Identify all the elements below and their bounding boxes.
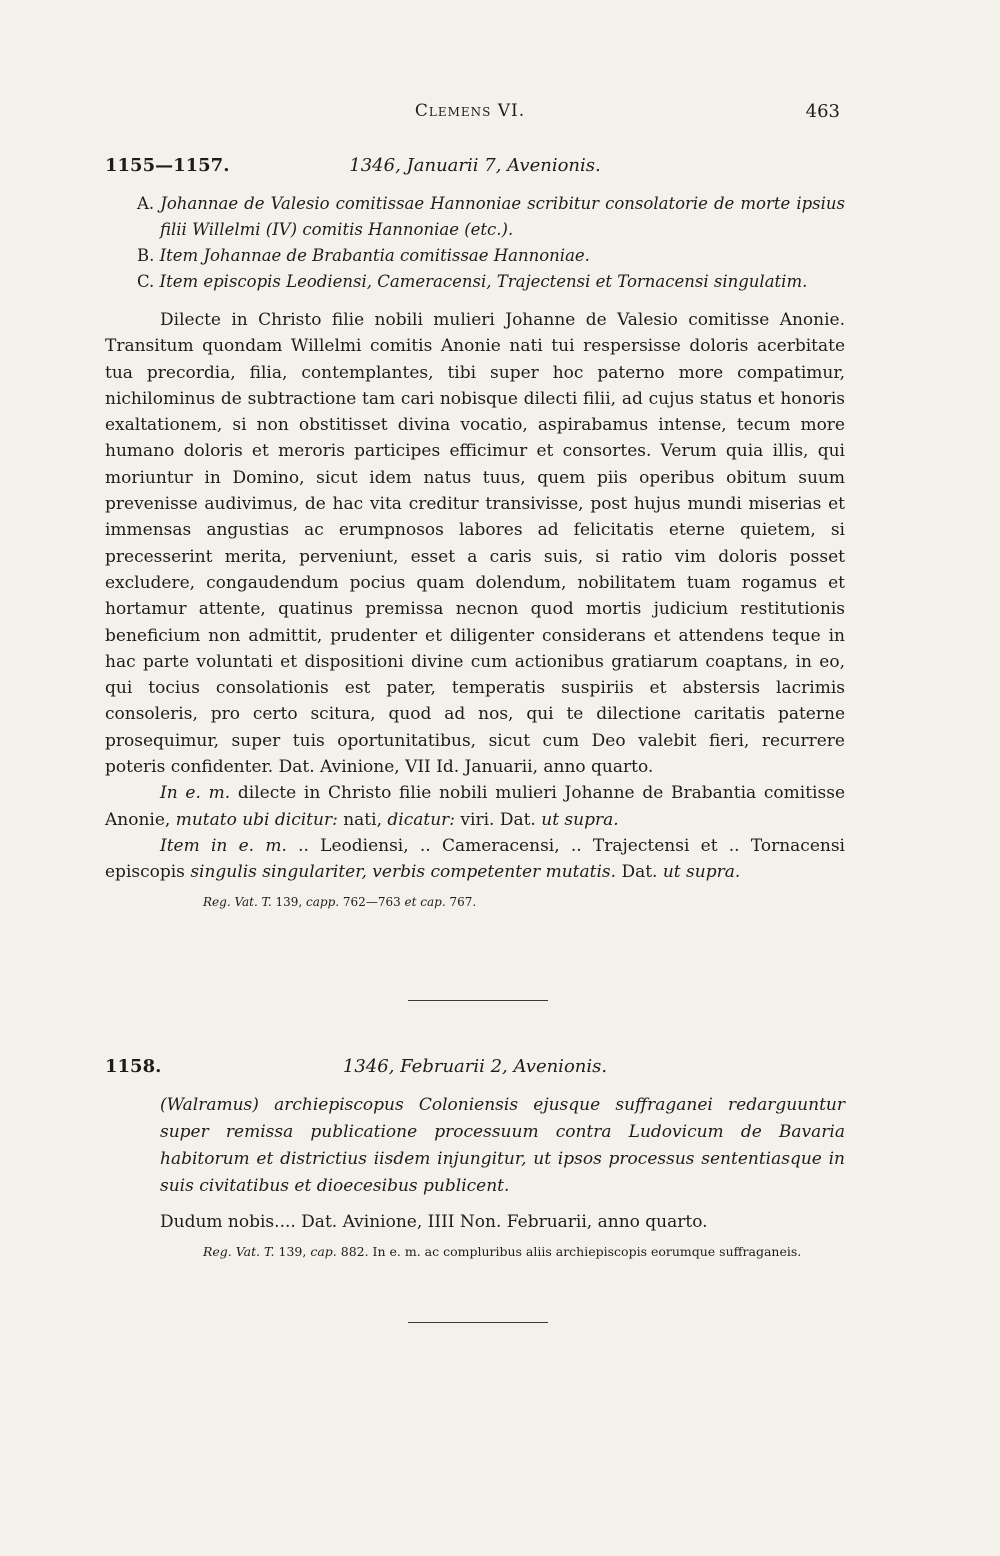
variant-marker: In e. m. bbox=[160, 783, 231, 804]
entry-header bbox=[105, 155, 845, 185]
source-citation bbox=[105, 1242, 845, 1261]
variant-marker: ut supra. bbox=[662, 862, 741, 883]
variant-marker: Item in e. m. bbox=[160, 835, 287, 856]
citation-part: Reg. Vat. T. bbox=[203, 894, 272, 909]
rubric-text: Item Johannae de Brabantia comitissae Hannoniae. bbox=[159, 246, 590, 265]
rubric-letter: A. bbox=[137, 194, 155, 213]
entry-1155-1157 bbox=[105, 155, 845, 912]
entry-rubric: (Walramus) archiepiscopus Coloniensis ejusque suffraganei redarguuntur super remissa publicatione processuum contra Ludovicum de Bavaria habitorum et districtius iisdem injungitur, ut ipsos processus sententiasque in suis civitatibus et dioecesibus publicent. bbox=[160, 1095, 845, 1196]
entry-number: 1155—1157. bbox=[105, 155, 230, 176]
variant-marker: mutato ubi dicitur: bbox=[175, 809, 338, 830]
rubric-b bbox=[105, 243, 845, 269]
section-divider bbox=[408, 1322, 548, 1323]
letter-incipit: Dudum nobis.... Dat. Avinione, IIII Non. Februarii, anno quarto. bbox=[160, 1212, 708, 1232]
rubric-a bbox=[105, 191, 845, 243]
variant-text: dilecte in Christo filie nobili mulieri Johanne de Brabantia comitisse Anonie, bbox=[105, 783, 845, 830]
variant-text: nati, bbox=[337, 809, 388, 830]
citation-part: cap. bbox=[310, 1244, 337, 1259]
variant-text: viri. Dat. bbox=[455, 809, 542, 830]
rubric-c bbox=[105, 269, 845, 295]
entry-date: 1346, Januarii 7, Avenionis. bbox=[349, 155, 601, 176]
variant-b-paragraph bbox=[105, 780, 845, 833]
citation-part: 139, bbox=[274, 1244, 311, 1259]
section-divider bbox=[408, 1000, 548, 1001]
entry-number: 1158. bbox=[105, 1056, 162, 1077]
citation-part: Reg. Vat. T. bbox=[203, 1244, 275, 1259]
citation-part: 767. bbox=[445, 894, 477, 909]
rubric-text: Johannae de Valesio comitissae Hannoniae scribitur consolatorie de morte ipsius filii Willelmi (IV) comitis Hannoniae (etc.). bbox=[160, 194, 846, 239]
entry-date: 1346, Februarii 2, Avenionis. bbox=[342, 1056, 608, 1077]
running-head bbox=[0, 101, 1000, 129]
entry-1158 bbox=[105, 1056, 845, 1261]
source-citation bbox=[105, 892, 845, 912]
rubric-text: Item episcopis Leodiensi, Cameracensi, Trajectensi et Tornacensi singulatim. bbox=[159, 272, 808, 291]
variant-marker: dicatur: bbox=[387, 809, 456, 830]
citation-part: capp. bbox=[306, 894, 340, 909]
rubric-letter: C. bbox=[137, 272, 155, 291]
variant-text: .. Leodiensi, .. Cameracensi, .. Trajectensi et .. Tornacensi episcopis bbox=[105, 835, 845, 883]
rubric-letter: B. bbox=[137, 246, 155, 265]
citation-part: 882. In e. m. ac compluribus aliis archiepiscopis eorumque suffraganeis. bbox=[336, 1244, 802, 1259]
citation-part: 762—763 bbox=[339, 894, 405, 909]
entry-header bbox=[105, 1056, 845, 1086]
variant-text: Dat. bbox=[616, 862, 663, 883]
page-number: 463 bbox=[805, 101, 840, 122]
entry-rubric bbox=[105, 191, 845, 295]
variant-marker: ut supra. bbox=[541, 809, 619, 830]
letter-text bbox=[105, 307, 845, 886]
variant-marker: singulis singulariter, verbis competenter mutatis. bbox=[190, 862, 617, 883]
citation-part: 139, bbox=[271, 894, 307, 909]
main-paragraph: Dilecte in Christo filie nobili mulieri Johanne de Valesio comitisse Anonie. Transitum quondam Willelmi comitis Anonie nati tui respersisse doloris acerbitate tua precordia, filia, contemplantes, tibi super hoc paterno more compatimur, nichilominus de subtractione tam cari nobisque dilecti filii, ad cujus status et honoris exaltationem, si non obstitisset divina vocatio, aspirabamus intense, tecum more humano doloris et meroris participes efficimur et consortes. Verum quia illis, qui moriuntur in Domino, sicut idem natus tuus, quem piis operibus obitum suum prevenisse audivimus, de hac vita creditur transivisse, post hujus mundi miserias et immensas angustias ac erumpnosos labores ad felicitatis eterne quietem, si precesserint merita, perveniunt, esset a caris suis, si ratio vim doloris posset excludere, congaudendum pocius quam dolendum, nobilitatem tuam rogamus et hortamur attente, quatinus premissa necnon quod mortis judicium restitutionis beneficium non admittit, prudenter et diligenter considerans et attendens teque in hac parte voluntati et dispositioni divine cum actionibus gratiarum coaptans, in eo, qui tocius consolationis est pater, temperatis suspiriis et abstersis lacrimis consoleris, pro certo scitura, quod ad nos, qui te dilectione caritatis paterne prosequimur, super tuis oportunitatibus, sicut cum Deo valebit fieri, recurrere poteris confidenter. Dat. Avinione, VII Id. Januarii, anno quarto. bbox=[105, 310, 845, 778]
running-head-title: Clemens VI. bbox=[414, 101, 526, 121]
citation-part: et cap. bbox=[404, 894, 446, 909]
variant-c-paragraph bbox=[105, 833, 845, 886]
